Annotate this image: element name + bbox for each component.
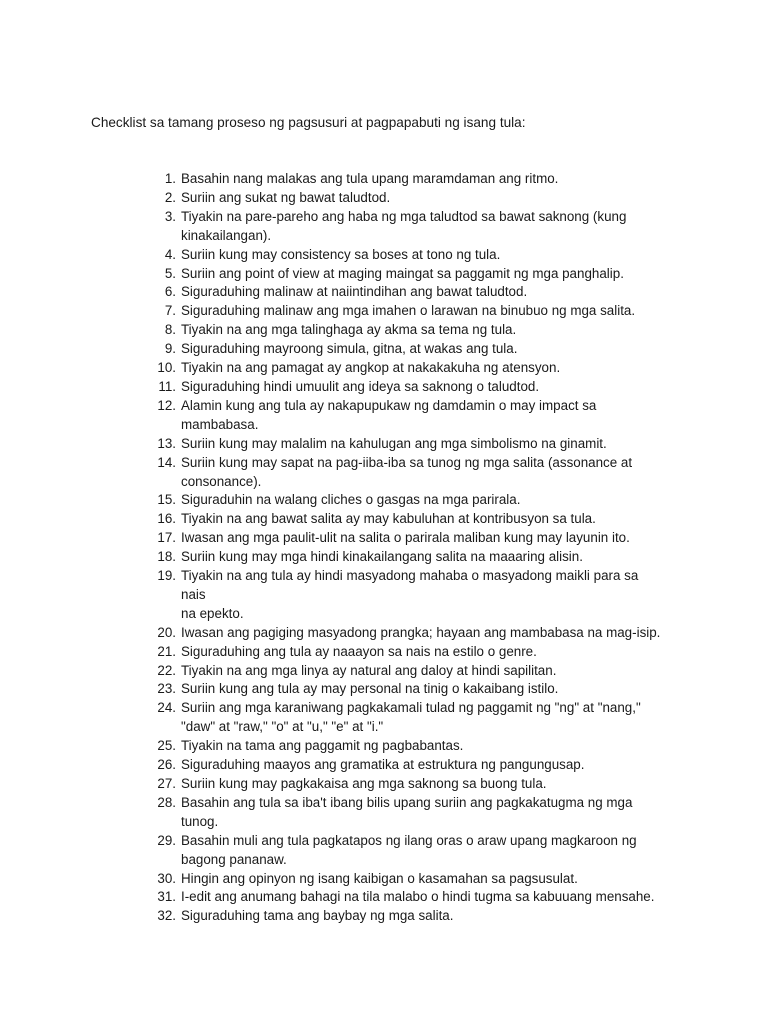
checklist-item-number: 29.	[157, 832, 176, 848]
checklist-item-text: Iwasan ang mga paulit-ulit na salita o parirala maliban kung may layunin ito.	[181, 530, 630, 546]
checklist-item	[157, 548, 661, 567]
checklist-item	[157, 907, 661, 926]
checklist-item-number: 6.	[164, 284, 176, 300]
checklist-item	[157, 737, 661, 756]
checklist-item-text: Suriin ang point of view at maging maingat sa paggamit ng mga panghalip.	[181, 265, 624, 281]
checklist-item-number: 28.	[157, 794, 176, 810]
checklist-item	[164, 170, 661, 189]
checklist-item-number: 20.	[157, 624, 176, 640]
checklist-item-text: Tiyakin na ang mga talinghaga ay akma sa tema ng tula.	[181, 322, 517, 338]
checklist-item	[157, 454, 661, 492]
checklist-item-number: 16.	[157, 511, 176, 527]
checklist-item-text: Suriin kung may consistency sa boses at tono ng tula.	[181, 246, 501, 262]
checklist-item-number: 1.	[164, 171, 176, 186]
checklist-item	[164, 189, 661, 208]
checklist-item	[164, 321, 661, 340]
checklist-item-number: 3.	[164, 208, 176, 224]
checklist-item	[157, 794, 661, 832]
checklist-item-number: 9.	[164, 341, 176, 357]
checklist-item-text: I-edit ang anumang bahagi na tila malabo o hindi tugma sa kabuuang mensahe.	[181, 889, 655, 905]
checklist-item-number: 22.	[157, 662, 176, 678]
checklist-item	[164, 246, 661, 265]
checklist-item-number: 24.	[157, 700, 176, 716]
checklist-item-number: 17.	[157, 530, 176, 546]
checklist-item	[164, 265, 661, 284]
checklist-item-text: Suriin ang sukat ng bawat taludtod.	[181, 189, 391, 205]
checklist-item-number: 23.	[157, 681, 176, 697]
checklist-item	[158, 378, 661, 397]
checklist-item	[157, 643, 661, 662]
checklist-item	[164, 283, 661, 302]
checklist-item-text: Suriin ang mga karaniwang pagkakamali tulad ng paggamit ng "ng" at "nang," "daw" at "raw," "o" at "u," "e" at "i."	[181, 700, 641, 735]
checklist-item	[157, 529, 661, 548]
checklist-item	[157, 870, 661, 889]
checklist-item-number: 19.	[157, 568, 176, 584]
checklist-item-number: 12.	[157, 397, 176, 413]
checklist-item-text: Hingin ang opinyon ng isang kaibigan o kasamahan sa pagsusulat.	[181, 870, 578, 886]
checklist-item-text: Tiyakin na ang tula ay hindi masyadong mahaba o masyadong maikli para sa nais na epekto.	[181, 568, 639, 621]
checklist-item-number: 2.	[164, 189, 176, 205]
checklist-item-text: Suriin kung may pagkakaisa ang mga saknong sa buong tula.	[181, 776, 547, 791]
checklist-item	[157, 680, 661, 699]
checklist-item	[164, 208, 661, 246]
checklist-item-text: Siguraduhing tama ang baybay ng mga salita.	[181, 908, 454, 924]
checklist-item-text: Tiyakin na ang bawat salita ay may kabuluhan at kontribusyon sa tula.	[181, 511, 596, 527]
checklist-item-text: Suriin kung may mga hindi kinakailangang salita na maaaring alisin.	[181, 549, 583, 565]
checklist-item-text: Tiyakin na ang pamagat ay angkop at nakakakuha ng atensyon.	[181, 360, 561, 376]
checklist-item-number: 31.	[157, 889, 176, 905]
checklist-item-text: Alamin kung ang tula ay nakapupukaw ng damdamin o may impact sa mambabasa.	[181, 397, 597, 432]
checklist-item-text: Siguraduhing mayroong simula, gitna, at wakas ang tula.	[181, 341, 518, 357]
checklist-item	[157, 832, 661, 870]
checklist-item-number: 26.	[157, 757, 176, 773]
checklist-item	[164, 302, 661, 321]
checklist-item-number: 27.	[157, 776, 176, 791]
checklist-item	[157, 397, 661, 435]
checklist-item	[157, 699, 661, 737]
checklist-item-number: 18.	[157, 549, 176, 565]
checklist-item-text: Tiyakin na ang mga linya ay natural ang daloy at hindi sapilitan.	[181, 662, 557, 678]
checklist-item	[157, 756, 661, 775]
checklist-item-number: 7.	[164, 303, 176, 319]
checklist-item	[157, 775, 661, 794]
checklist-item-number: 32.	[157, 908, 176, 924]
checklist-item-text: Siguraduhing malinaw ang mga imahen o larawan na binubuo ng mga salita.	[181, 303, 636, 319]
checklist-item-number: 10.	[157, 360, 176, 376]
checklist-item	[157, 888, 661, 907]
checklist-item-number: 30.	[157, 870, 176, 886]
checklist-item-number: 25.	[157, 738, 176, 754]
checklist-item	[157, 491, 661, 510]
checklist-item-text: Tiyakin na pare-pareho ang haba ng mga taludtod sa bawat saknong (kung kinakailangan).	[181, 208, 627, 243]
checklist-item	[157, 567, 661, 624]
checklist-item-text: Siguraduhing hindi umuulit ang ideya sa saknong o taludtod.	[181, 378, 540, 394]
checklist-item-number: 13.	[157, 435, 176, 451]
checklist-item-number: 11.	[158, 378, 176, 394]
checklist-item	[157, 510, 661, 529]
checklist	[157, 170, 661, 926]
checklist-item-text: Basahin nang malakas ang tula upang maramdaman ang ritmo.	[181, 171, 559, 186]
checklist-item-text: Suriin kung may malalim na kahulugan ang mga simbolismo na ginamit.	[181, 435, 607, 451]
checklist-item-text: Basahin ang tula sa iba't ibang bilis upang suriin ang pagkakatugma ng mga tunog.	[181, 794, 633, 829]
checklist-item-number: 15.	[157, 492, 176, 508]
checklist-item-text: Siguraduhin na walang cliches o gasgas na mga parirala.	[181, 492, 521, 508]
checklist-item	[157, 624, 661, 643]
checklist-item	[157, 359, 661, 378]
checklist-item-number: 21.	[157, 643, 176, 659]
document-heading: Checklist sa tamang proseso ng pagsusuri at pagpapabuti ng isang tula:	[91, 115, 526, 130]
checklist-item-text: Basahin muli ang tula pagkatapos ng ilang oras o araw upang magkaroon ng bagong pananaw.	[181, 832, 637, 867]
checklist-item	[157, 662, 661, 681]
checklist-item-text: Iwasan ang pagiging masyadong prangka; hayaan ang mambabasa na mag-isip.	[181, 624, 661, 640]
checklist-item-text: Siguraduhing ang tula ay naaayon sa nais na estilo o genre.	[181, 643, 537, 659]
checklist-item-text: Siguraduhing malinaw at naiintindihan ang bawat taludtod.	[181, 284, 528, 300]
checklist-item-number: 8.	[164, 322, 176, 338]
checklist-item-text: Suriin kung ang tula ay may personal na tinig o kakaibang istilo.	[181, 681, 559, 697]
checklist-item	[157, 435, 661, 454]
checklist-item-number: 4.	[164, 246, 176, 262]
checklist-item-text: Suriin kung may sapat na pag-iiba-iba sa tunog ng mga salita (assonance at consonance).	[181, 454, 633, 489]
checklist-item-text: Siguraduhing maayos ang gramatika at estruktura ng pangungusap.	[181, 757, 585, 773]
checklist-item-number: 5.	[164, 265, 176, 281]
checklist-item	[164, 340, 661, 359]
checklist-item-number: 14.	[157, 454, 176, 470]
checklist-item-text: Tiyakin na tama ang paggamit ng pagbabantas.	[181, 738, 464, 754]
